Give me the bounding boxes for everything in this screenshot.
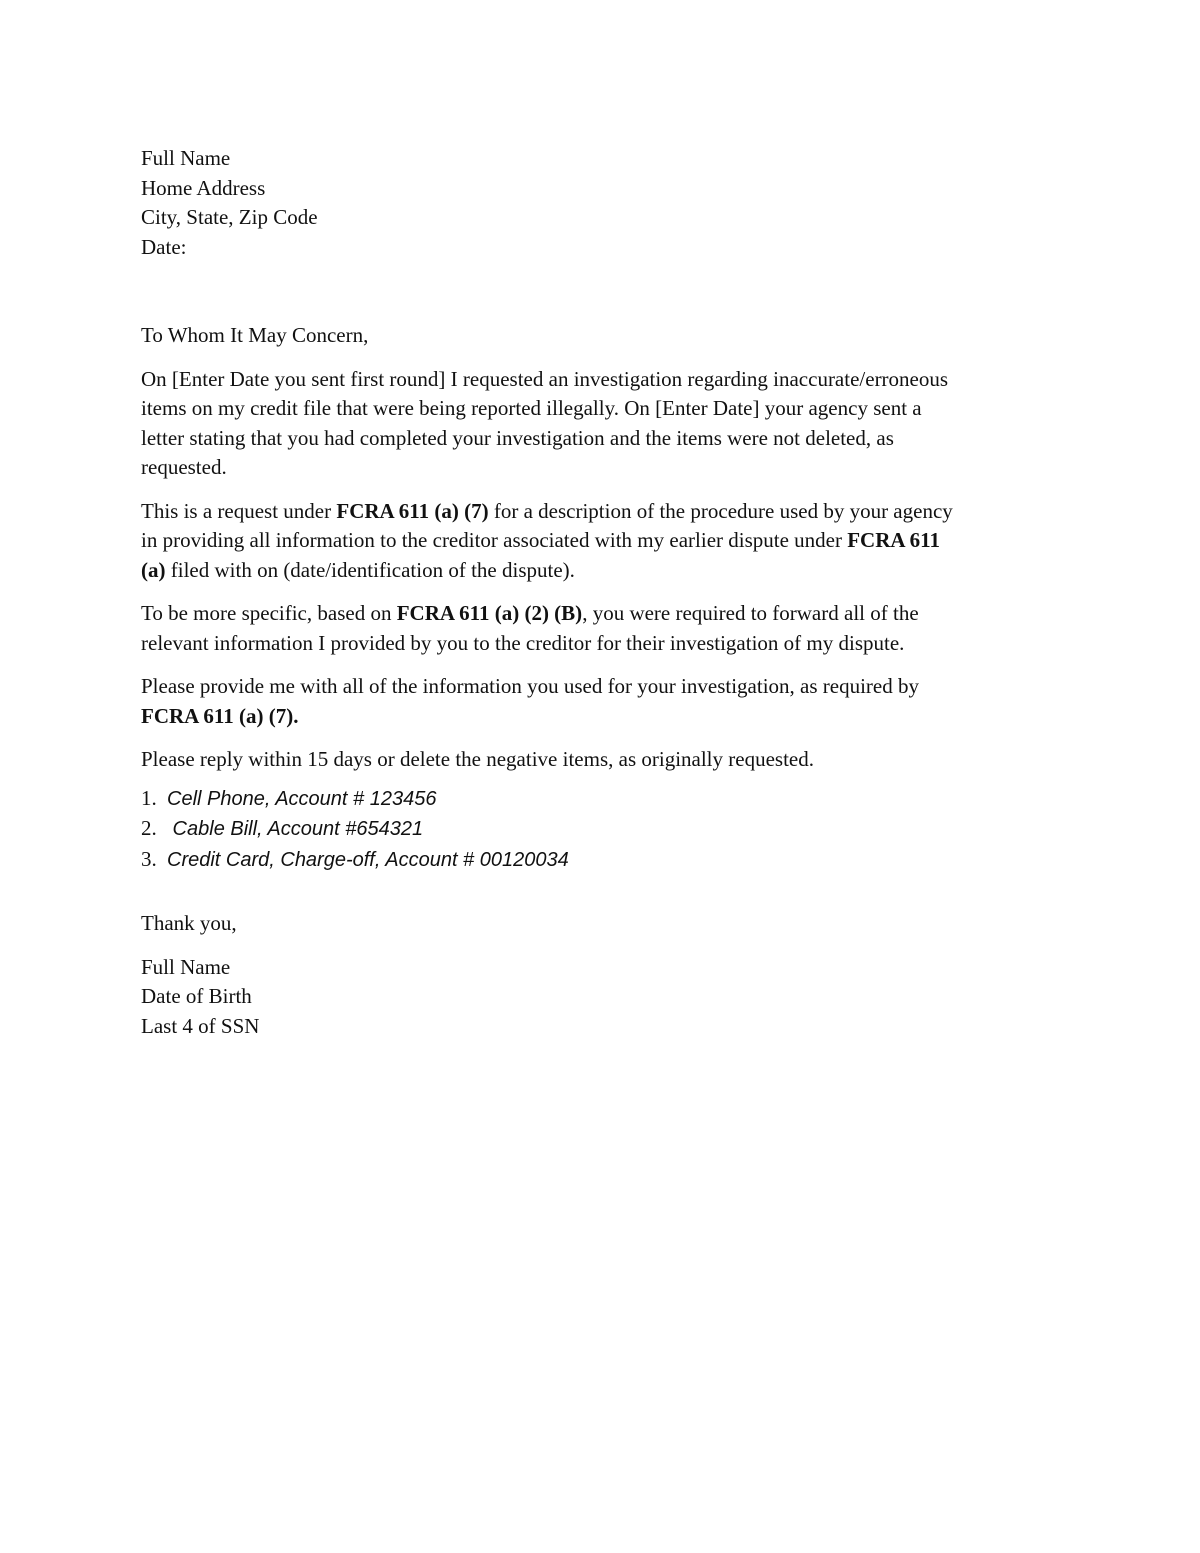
list-item: 3. Credit Card, Charge-off, Account # 00120034	[141, 846, 569, 871]
signature-block	[141, 953, 1071, 1042]
paragraph-reply: Please reply within 15 days or delete the negative items, as originally requested.	[141, 747, 814, 771]
paragraph-first-round: On [Enter Date you sent first round] I requested an investigation regarding inaccurate/erroneous items on my credit file that were being reported illegally. On [Enter Date] your agency sent a letter stating that you had completed your investigation and the items were not deleted, as requested.	[141, 366, 949, 479]
letter-date: Date:	[141, 234, 187, 259]
fcra-citation: FCRA 611 (a) (7).	[141, 703, 299, 728]
fcra-citation: FCRA 611 (a) (7)	[336, 498, 489, 523]
signature-dob: Date of Birth	[141, 984, 252, 1008]
fcra-citation: FCRA 611	[847, 528, 940, 552]
sender-address: Home Address	[141, 175, 266, 200]
salutation: To Whom It May Concern,	[141, 323, 369, 347]
sender-block	[141, 144, 1071, 262]
list-item: 2. Cable Bill, Account #654321	[141, 816, 424, 840]
signature-name: Full Name	[141, 954, 231, 979]
letter-body	[141, 144, 1071, 1041]
paragraph-specific: To be more specific, based on FCRA 611 (a) (2) (B), you were required to forward all of the relevant information I provided by you to the creditor for their investigation of my dispute.	[141, 601, 919, 655]
paragraph-request: This is a request under FCRA 611 (a) (7) for a description of the procedure used by your agency in providing all information to the creditor associated with my earlier dispute under FCRA 611 (a) filed with on (date/identification of the dispute).	[141, 498, 953, 582]
fcra-citation: (a)	[141, 557, 166, 582]
paragraph-provide-info: Please provide me with all of the information you used for your investigation, as required by FCRA 611 (a) (7).	[141, 672, 1071, 731]
disputed-items-list	[141, 784, 1071, 876]
sender-city-state-zip: City, State, Zip Code	[141, 205, 318, 229]
sender-name: Full Name	[141, 146, 231, 170]
signature-ssn: Last 4 of SSN	[141, 1013, 260, 1038]
closing: Thank you,	[141, 911, 237, 935]
fcra-citation: FCRA 611 (a) (2) (B)	[396, 601, 583, 625]
list-item: 1. Cell Phone, Account # 123456	[141, 785, 437, 810]
